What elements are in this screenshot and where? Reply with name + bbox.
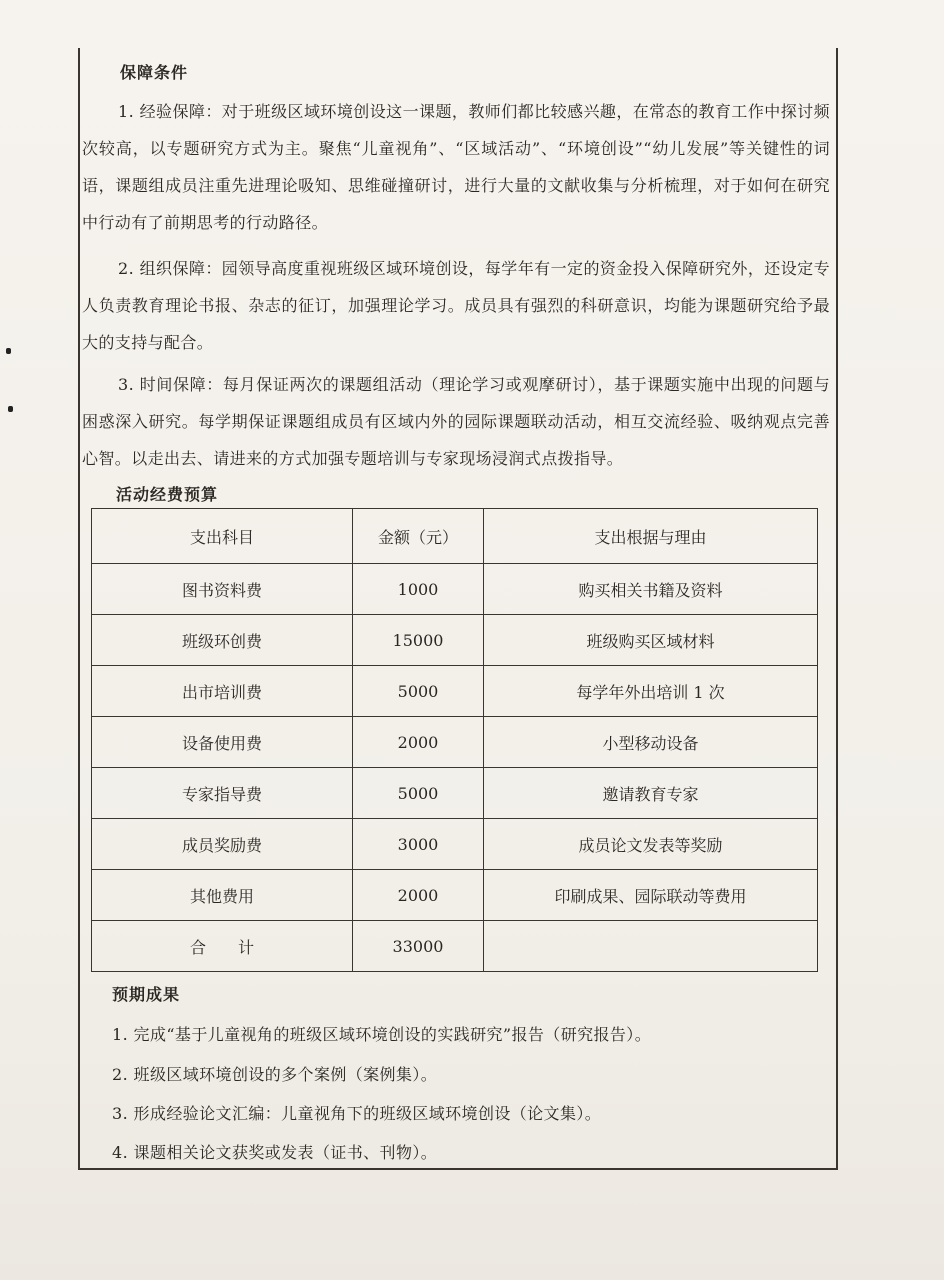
outcome-item: 2. 班级区域环境创设的多个案例（案例集）。 [112, 1065, 438, 1084]
cell-reason: 购买相关书籍及资料 [484, 564, 818, 615]
cell-amount: 3000 [353, 819, 484, 870]
guarantee-paragraph-organization: 2. 组织保障：园领导高度重视班级区域环境创设，每学年有一定的资金投入保障研究外，还设定专人负责教育理论书报、杂志的征订，加强理论学习。成员具有强烈的科研意识，均能为课题研究给予最大的支持与配合。 [82, 259, 830, 352]
table-row [92, 819, 818, 870]
cell-reason: 印刷成果、园际联动等费用 [484, 870, 818, 921]
cell-total-label: 合 计 [92, 921, 353, 972]
table-row [92, 564, 818, 615]
guarantee-paragraph-experience: 1. 经验保障：对于班级区域环境创设这一课题，教师们都比较感兴趣，在常态的教育工作中探讨频次较高，以专题研究方式为主。聚焦“儿童视角”、“区域活动”、“环境创设”“幼儿发展”等关键性的词语，课题组成员注重先进理论吸知、思维碰撞研讨，进行大量的文献收集与分析梳理，对于如何在研究中行动有了前期思考的行动路径。 [82, 102, 830, 232]
cell-amount: 5000 [353, 768, 484, 819]
cell-amount: 15000 [353, 615, 484, 666]
cell-reason: 小型移动设备 [484, 717, 818, 768]
table-total-row [92, 921, 818, 972]
table-row [92, 870, 818, 921]
cell-reason: 成员论文发表等奖励 [484, 819, 818, 870]
table-row [92, 615, 818, 666]
cell-item: 出市培训费 [92, 666, 353, 717]
cell-item: 成员奖励费 [92, 819, 353, 870]
budget-table [91, 508, 818, 972]
outcomes-heading: 预期成果 [112, 985, 181, 1004]
cell-total-reason [484, 921, 818, 972]
cell-item: 图书资料费 [92, 564, 353, 615]
cell-reason: 每学年外出培训 1 次 [484, 666, 818, 717]
cell-amount: 2000 [353, 717, 484, 768]
table-row [92, 768, 818, 819]
table-header-row [92, 509, 818, 564]
cell-amount: 2000 [353, 870, 484, 921]
table-row [92, 666, 818, 717]
cell-item: 班级环创费 [92, 615, 353, 666]
guarantee-heading: 保障条件 [120, 63, 189, 82]
guarantee-paragraph-time: 3. 时间保障：每月保证两次的课题组活动（理论学习或观摩研讨），基于课题实施中出现的问题与困惑深入研究。每学期保证课题组成员有区域内外的园际课题联动活动，相互交流经验、吸纳观点完善心智。以走出去、请进来的方式加强专题培训与专家现场浸润式点拨指导。 [82, 375, 830, 468]
outcome-item: 3. 形成经验论文汇编：儿童视角下的班级区域环境创设（论文集）。 [112, 1104, 602, 1123]
cell-reason: 班级购买区域材料 [484, 615, 818, 666]
header-item: 支出科目 [92, 509, 353, 564]
outcome-item: 4. 课题相关论文获奖或发表（证书、刊物）。 [112, 1143, 438, 1162]
scan-speck [6, 348, 11, 354]
cell-total-amount: 33000 [353, 921, 484, 972]
cell-amount: 1000 [353, 564, 484, 615]
header-reason: 支出根据与理由 [484, 509, 818, 564]
outcome-item: 1. 完成“基于儿童视角的班级区域环境创设的实践研究”报告（研究报告）。 [112, 1025, 652, 1044]
cell-item: 专家指导费 [92, 768, 353, 819]
cell-item: 设备使用费 [92, 717, 353, 768]
scan-speck [8, 406, 13, 412]
cell-reason: 邀请教育专家 [484, 768, 818, 819]
budget-heading: 活动经费预算 [116, 485, 219, 504]
cell-item: 其他费用 [92, 870, 353, 921]
header-amount: 金额（元） [353, 509, 484, 564]
table-row [92, 717, 818, 768]
cell-amount: 5000 [353, 666, 484, 717]
